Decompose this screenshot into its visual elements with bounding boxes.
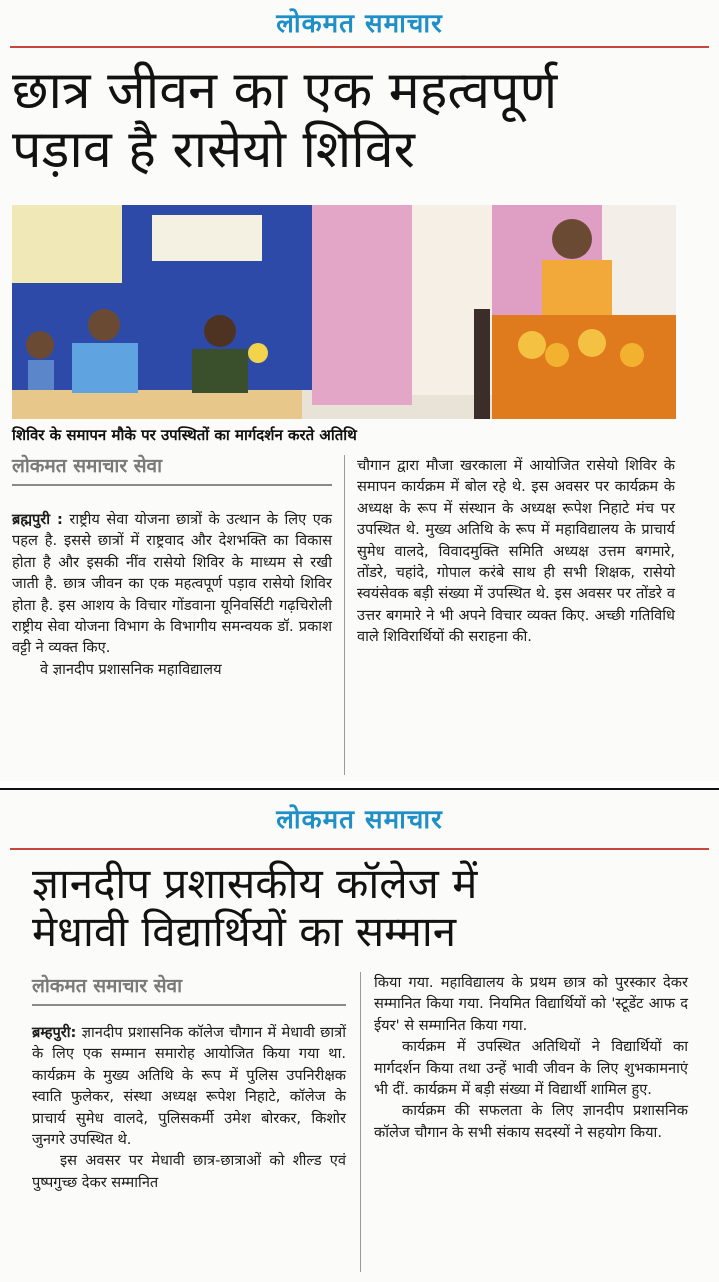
dateline: ब्रह्मपुरी : bbox=[12, 511, 63, 528]
article-column-2 bbox=[374, 972, 688, 1143]
column-2-paragraph-2: कार्यक्रम में उपस्थित अतिथियों ने विद्यार्थियों का मार्गदर्शन किया तथा उन्हें भावी जीवन के लिए शुभकामनाएं भी दीं. कार्यक्रम में बड़ी संख्या में विद्यार्थी शामिल हुए. bbox=[374, 1038, 688, 1099]
headline bbox=[12, 62, 702, 181]
article-column-2 bbox=[357, 455, 675, 648]
headline bbox=[32, 860, 702, 956]
brand-divider bbox=[10, 46, 709, 48]
headline-line-1: ज्ञानदीप प्रशासकीय कॉलेज में bbox=[32, 859, 478, 908]
column-2-text: चौगान द्वारा मौजा खरकाला में आयोजित रासेयो शिविर के समापन कार्यक्रम में बोल रहे थे. इस अवसर पर कार्यक्रम के अध्यक्ष के रूप में संस्थान के अध्यक्ष रूपेश निहाटे मंच पर उपस्थित थे. मुख्य अतिथि के रूप में महाविद्यालय के प्राचार्य सुमेध वालदे, विवादमुक्ति समिति अध्यक्ष उत्तम बगमारे, तोंडरे, चहांदे, गोपाल करंबे साथ ही सभी शिक्षक, रासेयो स्वयंसेवक बड़ी संख्या में उपस्थित थे. इस अवसर पर तोंडरे व उत्तर बगमारे ने भी अपने विचार व्यक्त किए. अच्छी गतिविधि वाले शिविरार्थियों की सराहना की. bbox=[357, 457, 675, 646]
column-1-paragraph-2: इस अवसर पर मेधावी छात्र-छात्राओं को शील्ड एवं पुष्पगुच्छ देकर सम्मानित bbox=[32, 1152, 346, 1191]
column-2-paragraph-3: कार्यक्रम की सफलता के लिए ज्ञानदीप प्रशासनिक कॉलेज चौगान के सभी संकाय सदस्यों ने सहयोग किया. bbox=[374, 1102, 688, 1141]
byline-divider bbox=[32, 1004, 346, 1006]
byline: लोकमत समाचार सेवा bbox=[32, 975, 183, 997]
column-1-text: राष्ट्रीय सेवा योजना छात्रों के उत्थान के लिए एक पहल है. इससे छात्रों में राष्ट्रवाद और देशभक्ति का विकास होता है और इसकी नींव रासेयो शिविर के माध्यम से रखी जाती है. छात्र जीवन का एक महत्वपूर्ण पड़ाव रासेयो शिविर होता है. इस आशय के विचार गोंडवाना यूनिवर्सिटी गढ़चिरोली राष्ट्रीय सेवा योजना विभाग के विभागीय समन्वयक डॉ. प्रकाश वट्टी ने व्यक्त किए. bbox=[12, 511, 332, 657]
byline: लोकमत समाचार सेवा bbox=[12, 455, 163, 477]
news-clipping-2 bbox=[0, 788, 719, 1282]
headline-line-1: छात्र जीवन का एक महत्वपूर्ण bbox=[12, 61, 558, 121]
newspaper-brand: लोकमत समाचार bbox=[276, 9, 443, 39]
event-photo bbox=[12, 205, 676, 419]
dateline: ब्रम्हपुरी: bbox=[32, 1024, 77, 1041]
event-photo-illustration bbox=[12, 205, 676, 419]
column-1-paragraph-1: ज्ञानदीप प्रशासनिक कॉलेज चौगान में मेधावी छात्रों के लिए एक सम्मान समारोह आयोजित किया गया था. कार्यक्रम के मुख्य अतिथि के रूप में पुलिस उपनिरीक्षक स्वाति फुलेकर, संस्था अध्यक्ष रूपेश निहाटे, कॉलेज के प्राचार्य सुमेध वालदे, पुलिसकर्मी उमेश बोरकर, किशोर जुनगरे उपस्थित थे. bbox=[32, 1024, 346, 1149]
headline-line-2: मेधावी विद्यार्थियों का सम्मान bbox=[32, 906, 457, 956]
column-2-paragraph-1: किया गया. महाविद्यालय के प्रथम छात्र को पुरस्कार देकर सम्मानित किया गया. नियमित विद्यार्थियों को 'स्टूडेंट आफ द ईयर' से सम्मानित किया गया. bbox=[374, 974, 688, 1034]
headline-line-2: पड़ाव है रासेयो शिविर bbox=[12, 120, 415, 181]
byline-divider bbox=[12, 484, 332, 486]
photo-caption: शिविर के समापन मौके पर उपस्थितों का मार्गदर्शन करते अतिथि bbox=[12, 426, 357, 444]
newspaper-brand: लोकमत समाचार bbox=[276, 805, 443, 835]
column-1-cut-line: वे ज्ञानदीप प्रशासनिक महाविद्यालय bbox=[40, 660, 222, 678]
article-column-1 bbox=[32, 1022, 346, 1193]
column-divider bbox=[344, 455, 345, 775]
article-column-1 bbox=[12, 509, 332, 680]
column-divider bbox=[360, 972, 361, 1272]
brand-divider bbox=[10, 848, 709, 850]
